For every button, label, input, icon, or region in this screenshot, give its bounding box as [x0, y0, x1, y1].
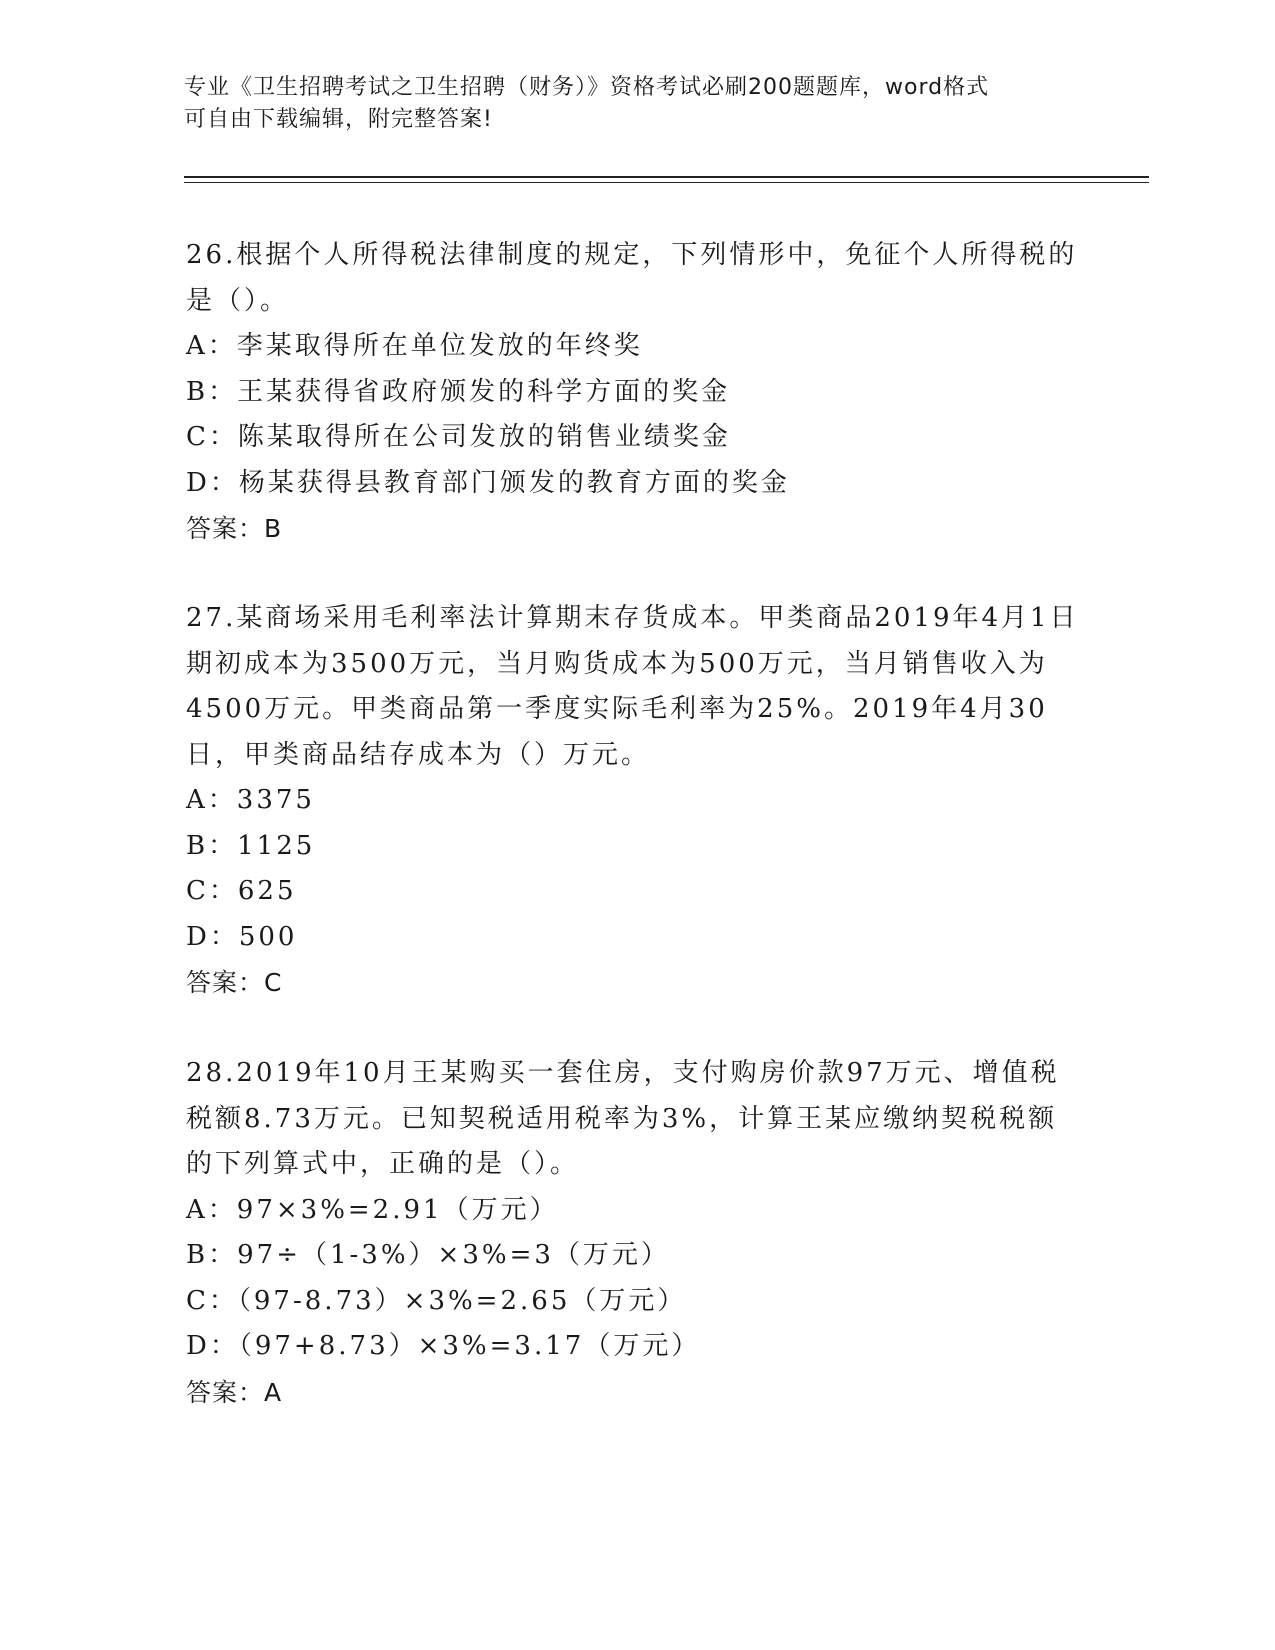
document-header — [184, 72, 1064, 136]
question-stem: 27.某商场采用毛利率法计算期末存货成本。甲类商品2019年4月1日期初成本为3500万元，当月购货成本为500万元，当月销售收入为4500万元。甲类商品第一季度实际毛利率为25%。2019年4月30日，甲类商品结存成本为（）万元。 — [186, 603, 1079, 770]
question-stem: 26.根据个人所得税法律制度的规定，下列情形中，免征个人所得税的是（）。 — [186, 240, 1078, 316]
option-d: D：500 — [186, 921, 298, 952]
question-28 — [186, 1051, 1086, 1416]
option-b: B：1125 — [186, 830, 316, 861]
answer-line: 答案：B — [186, 514, 283, 543]
option-d: D：杨某获得县教育部门颁发的教育方面的奖金 — [186, 467, 790, 498]
option-d: D：（97+8.73）×3%=3.17（万元） — [186, 1331, 701, 1361]
header-divider — [184, 176, 1149, 183]
answer-line: 答案：A — [186, 1377, 283, 1407]
option-a: A：李某取得所在单位发放的年终奖 — [186, 331, 643, 361]
answer-line: 答案：C — [186, 968, 283, 997]
header-line-1: 专业《卫生招聘考试之卫生招聘（财务）》资格考试必刷200题题库，word格式 — [184, 75, 990, 100]
question-27 — [186, 596, 1086, 1006]
question-stem: 28.2019年10月王某购买一套住房，支付购房价款97万元、增值税税额8.73万元。已知契税适用税率为3%，计算王某应缴纳契税税额的下列算式中，正确的是（）。 — [186, 1058, 1060, 1179]
option-a: A：3375 — [186, 785, 315, 815]
option-a: A：97×3%=2.91（万元） — [186, 1194, 559, 1225]
option-c: C：陈某取得所在公司发放的销售业绩奖金 — [186, 422, 731, 452]
question-26 — [186, 233, 1086, 552]
option-c: C：（97-8.73）×3%=2.65（万元） — [186, 1285, 687, 1316]
option-b: B：97÷（1-3%）×3%=3（万元） — [186, 1240, 670, 1270]
option-c: C：625 — [186, 876, 297, 906]
option-b: B：王某获得省政府颁发的科学方面的奖金 — [186, 376, 731, 407]
header-line-2: 可自由下载编辑，附完整答案! — [184, 107, 493, 132]
